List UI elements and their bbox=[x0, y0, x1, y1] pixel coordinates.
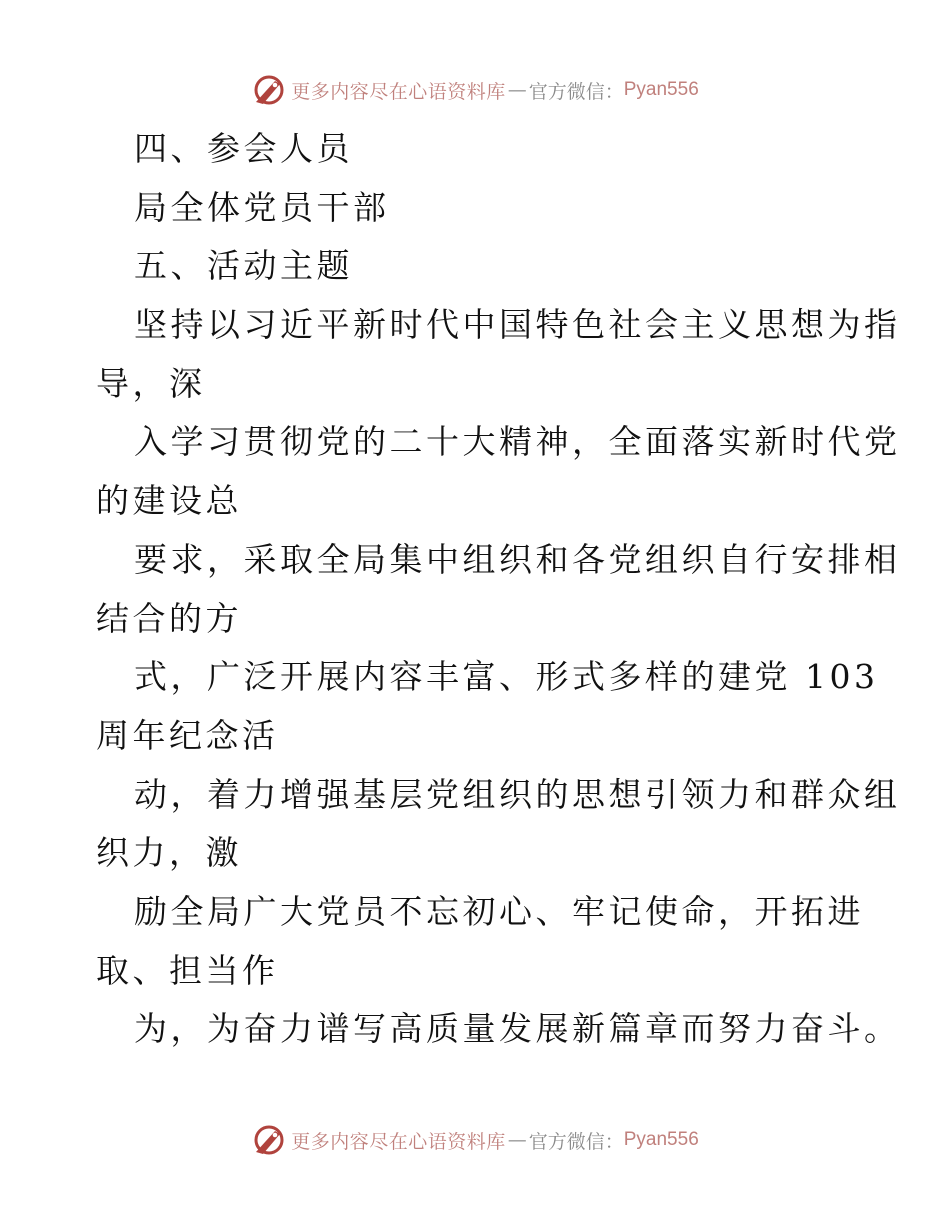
text-line: 织力，激 bbox=[96, 833, 242, 873]
text-line: 动，着力增强基层党组织的思想引领力和群众组 bbox=[134, 774, 901, 814]
fountain-pen-logo-icon bbox=[251, 1122, 287, 1158]
text-line: 五、活动主题 bbox=[134, 246, 353, 286]
text-line: 要求，采取全局集中组织和各党组织自行安排相 bbox=[134, 539, 901, 579]
watermark-text: 更多内容尽在心语资料库 bbox=[291, 80, 506, 103]
text-line: 四、参会人员 bbox=[134, 129, 353, 168]
text-line: 式，广泛开展内容丰富、形式多样的建党 103 bbox=[134, 657, 879, 697]
header-watermark bbox=[0, 70, 950, 110]
text-line: 为，为奋力谱写高质量发展新篇章而努力奋斗。 bbox=[134, 1009, 901, 1049]
watermark-label: 官方微信： bbox=[528, 1130, 624, 1153]
watermark-separator: — bbox=[507, 79, 527, 101]
watermark-label: 官方微信： bbox=[528, 80, 624, 103]
fountain-pen-logo-icon bbox=[251, 72, 287, 108]
text-line: 取、担当作 bbox=[96, 950, 279, 990]
watermark-text: 更多内容尽在心语资料库 bbox=[291, 1130, 506, 1153]
text-line: 的建设总 bbox=[96, 481, 242, 521]
footer-watermark bbox=[0, 1120, 950, 1160]
watermark-wechat-id: Pyan556 bbox=[623, 79, 699, 100]
text-line: 结合的方 bbox=[96, 598, 242, 638]
text-line: 周年纪念活 bbox=[96, 715, 279, 755]
document-body bbox=[96, 120, 901, 1059]
text-line: 导，深 bbox=[96, 363, 206, 403]
watermark-separator: — bbox=[507, 1129, 527, 1151]
text-line: 局全体党员干部 bbox=[134, 187, 390, 227]
text-line: 坚持以习近平新时代中国特色社会主义思想为指 bbox=[134, 305, 901, 345]
text-line: 入学习贯彻党的二十大精神，全面落实新时代党 bbox=[134, 422, 901, 462]
text-line: 励全局广大党员不忘初心、牢记使命，开拓进 bbox=[134, 891, 864, 931]
watermark-wechat-id: Pyan556 bbox=[623, 1129, 699, 1150]
